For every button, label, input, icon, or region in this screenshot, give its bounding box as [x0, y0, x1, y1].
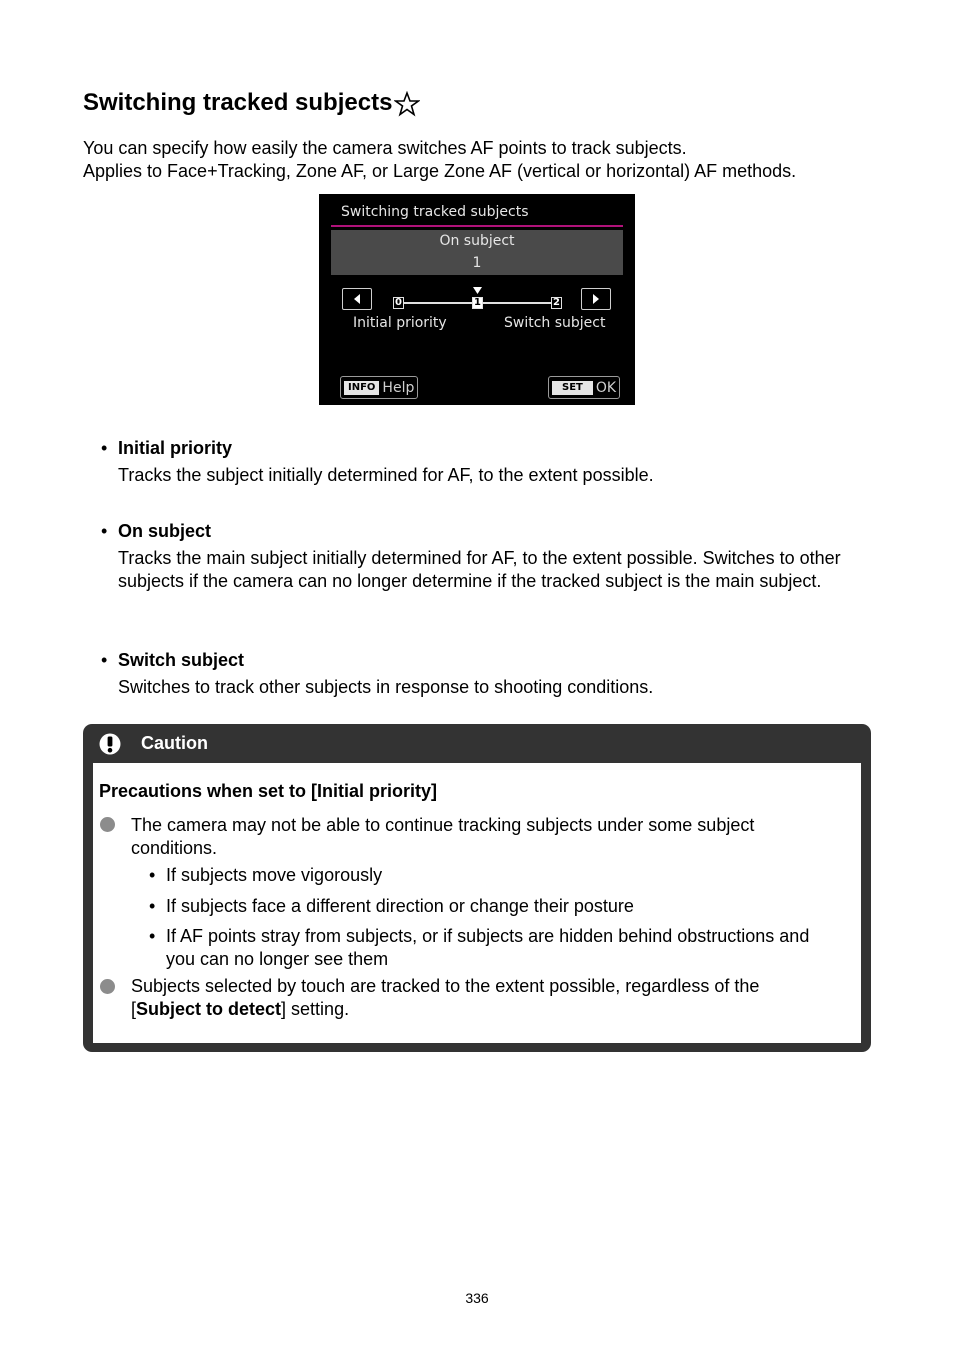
sub-bullet-marker: • — [149, 865, 156, 885]
camera-selected-label: On subject — [439, 233, 515, 249]
page-title-text: Switching tracked subjects — [83, 89, 393, 116]
sub-bullet-marker: • — [149, 926, 156, 946]
camera-screen-title: Switching tracked subjects — [341, 204, 529, 220]
caution-sub-item-1: If subjects move vigorously — [166, 865, 383, 885]
bullet-marker: • — [101, 521, 108, 541]
camera-left-label: Initial priority — [353, 315, 447, 331]
info-key: INFO — [344, 381, 379, 395]
right-arrow-button[interactable] — [581, 288, 611, 310]
caution-icon — [99, 733, 121, 755]
term-initial-priority: Initial priority — [118, 438, 233, 458]
caution-heading: Precautions when set to [Initial priority] — [99, 781, 438, 801]
scale-tick-0[interactable]: 0 — [393, 297, 404, 309]
desc-on-subject: Tracks the main subject initially determined for AF, to the extent possible. Switches to other subjects if the camera can no longer determine if the tracked subject is the main subject. — [118, 548, 841, 591]
desc-initial-priority: Tracks the subject initially determined for AF, to the extent possible. — [118, 465, 654, 485]
caution-item-1: The camera may not be able to continue tracking subjects under some subject conditions. — [131, 815, 755, 858]
bullet-marker: • — [101, 650, 108, 670]
intro-line-1: You can specify how easily the camera switches AF points to track subjects. — [83, 138, 687, 158]
set-ok-label: OK — [595, 379, 617, 396]
caution-sub-item-3: If AF points stray from subjects, or if subjects are hidden behind obstructions and you can no longer see them — [166, 926, 810, 969]
term-switch-subject: Switch subject — [118, 650, 245, 670]
page-title — [83, 87, 420, 119]
scale-tick-2[interactable]: 2 — [551, 297, 562, 309]
camera-selected-box — [331, 230, 623, 275]
set-ok-button[interactable] — [548, 376, 620, 399]
info-help-button[interactable] — [340, 376, 418, 399]
camera-screen — [319, 194, 635, 405]
camera-right-label: Switch subject — [504, 315, 606, 331]
caution-item-2-post: ] setting. — [281, 999, 350, 1019]
set-key: SET — [552, 381, 593, 395]
intro-line-2: Applies to Face+Tracking, Zone AF, or Large Zone AF (vertical or horizontal) AF methods. — [83, 161, 797, 181]
term-on-subject: On subject — [118, 521, 212, 541]
camera-selected-value: 1 — [472, 255, 482, 271]
left-arrow-button[interactable] — [342, 288, 372, 310]
caution-item-2 — [131, 975, 831, 1021]
caution-label: Caution — [141, 733, 208, 753]
caution-item-2-pre: Subjects selected by touch are tracked to the extent possible, regardless of the [ — [131, 976, 760, 1019]
scale-tick-1[interactable]: 1 — [472, 297, 483, 309]
page-number: 336 — [465, 1290, 489, 1306]
subject-to-detect-setting: Subject to detect — [136, 999, 282, 1019]
bullet-marker: • — [101, 438, 108, 458]
sub-bullet-marker: • — [149, 896, 156, 916]
gray-bullet — [100, 817, 115, 832]
camera-title-rule — [331, 225, 623, 227]
desc-switch-subject: Switches to track other subjects in response to shooting conditions. — [118, 677, 654, 697]
caution-sub-item-2: If subjects face a different direction or change their posture — [166, 896, 634, 916]
scale-pointer-icon — [473, 287, 482, 295]
gray-bullet — [100, 979, 115, 994]
right-arrow-icon — [593, 294, 600, 304]
star-icon — [394, 91, 420, 117]
left-arrow-icon — [354, 294, 361, 304]
info-help-label: Help — [382, 379, 415, 396]
